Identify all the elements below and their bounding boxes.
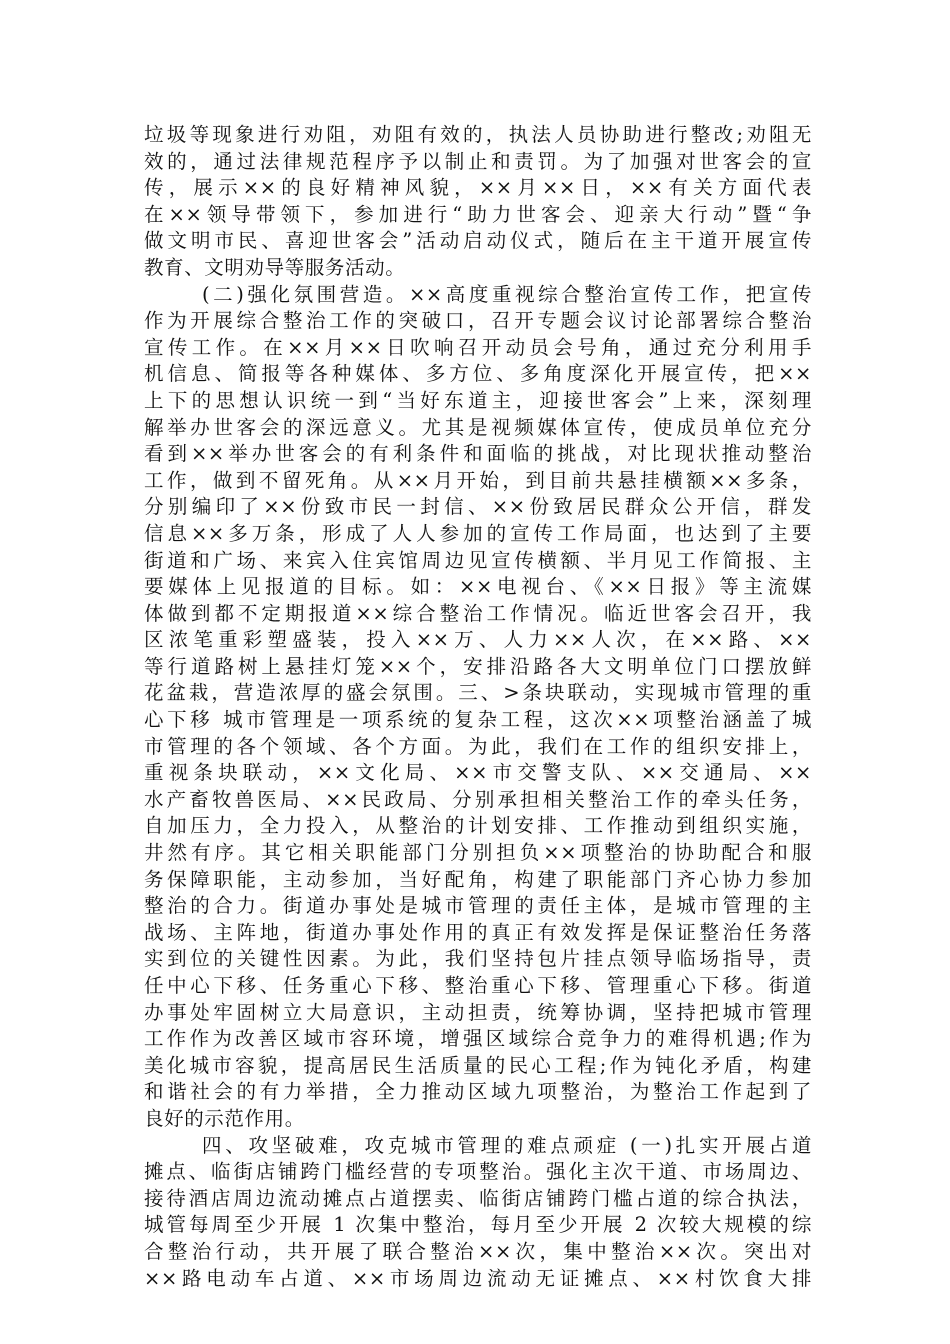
text-line: ××路电动车占道、××市场周边流动无证摊点、××村饮食大排 [144, 1266, 812, 1290]
text-line: 信息××多万条，形成了人人参加的宣传工作局面，也达到了主要 [144, 521, 812, 545]
text-line: 接待酒店周边流动摊点占道摆卖、临街店铺跨门槛占道的综合执法， [144, 1186, 812, 1210]
text-line: 花盆栽，营造浓厚的盛会氛围。三、>条块联动，实现城市管理的重 [144, 681, 812, 705]
text-line: 重视条块联动，××文化局、××市交警支队、××交通局、×× [144, 761, 812, 785]
text-line: 办事处牢固树立大局意识，主动担责，统筹协调，坚持把城市管理 [144, 1000, 812, 1024]
text-line: 整治的合力。街道办事处是城市管理的责任主体，是城市管理的主 [144, 894, 812, 918]
text-line: 摊点、临街店铺跨门槛经营的专项整治。强化主次干道、市场周边、 [144, 1160, 812, 1184]
text-line: 解举办世客会的深远意义。尤其是视频媒体宣传，使成员单位充分 [144, 415, 812, 439]
text-line: 等行道路树上悬挂灯笼××个，安排沿路各大文明单位门口摆放鲜 [144, 654, 812, 678]
text-line: 美化城市容貌，提高居民生活质量的民心工程;作为钝化矛盾，构建 [144, 1053, 812, 1077]
text-line: 传，展示××的良好精神风貌，××月××日，××有关方面代表 [144, 176, 812, 200]
text-line: (二)强化氛围营造。××高度重视综合整治宣传工作，把宣传 [202, 282, 812, 306]
text-line: 分别编印了××份致市民一封信、××份致居民群众公开信，群发 [144, 495, 812, 519]
text-line: 合整治行动，共开展了联合整治××次，集中整治××次。突出对 [144, 1239, 812, 1263]
text-line: 做文明市民、喜迎世客会”活动启动仪式，随后在主干道开展宣传 [144, 229, 812, 253]
text-line: 效的，通过法律规范程序予以制止和责罚。为了加强对世客会的宣 [144, 149, 812, 173]
text-line: 宣传工作。在××月××日吹响召开动员会号角，通过充分利用手 [144, 335, 812, 359]
text-line: 市管理的各个领域、各个方面。为此，我们在工作的组织安排上， [144, 734, 812, 758]
text-line: 区浓笔重彩塑盛装，投入××万、人力××人次，在××路、×× [144, 628, 812, 652]
text-line: 工作，做到不留死角。从××月开始，到目前共悬挂横额××多条， [144, 468, 812, 492]
text-line: 良好的示范作用。 [144, 1106, 305, 1130]
text-line: 体做到都不定期报道××综合整治工作情况。临近世客会召开，我 [144, 601, 812, 625]
text-line: 四、攻坚破难，攻克城市管理的难点顽症 (一)扎实开展占道 [202, 1133, 812, 1157]
text-line: 作为开展综合整治工作的突破口，召开专题会议讨论部署综合整治 [144, 309, 812, 333]
text-line: 和谐社会的有力举措，全力推动区域九项整治，为整治工作起到了 [144, 1080, 812, 1104]
text-line: 任中心下移、任务重心下移、整治重心下移、管理重心下移。街道 [144, 974, 812, 997]
text-line: 看到××举办世客会的有利条件和面临的挑战，对比现状推动整治 [144, 442, 812, 466]
document-body [144, 122, 812, 1292]
text-line: 机信息、简报等各种媒体、多方位、多角度深化开展宣传，把×× [144, 362, 812, 386]
text-line: 务保障职能，主动参加，当好配角，构建了职能部门齐心协力参加 [144, 867, 812, 891]
text-line: 城管每周至少开展 1 次集中整治，每月至少开展 2 次较大规模的综 [144, 1213, 812, 1237]
text-line: 要媒体上见报道的目标。如：××电视台、《××日报》等主流媒 [144, 575, 812, 599]
text-line: 垃圾等现象进行劝阻，劝阻有效的，执法人员协助进行整改;劝阻无 [144, 123, 812, 146]
text-line: 在××领导带领下，参加进行“助力世客会、迎亲大行动”暨“争 [144, 202, 812, 226]
text-line: 实到位的关键性因素。为此，我们坚持包片挂点领导临场指导，责 [144, 947, 812, 971]
text-line: 自加压力，全力投入，从整治的计划安排、工作推动到组织实施， [144, 814, 812, 838]
text-line: 教育、文明劝导等服务活动。 [144, 255, 406, 279]
text-line: 水产畜牧兽医局、××民政局、分别承担相关整治工作的牵头任务， [144, 787, 812, 811]
text-line: 心下移 城市管理是一项系统的复杂工程，这次××项整治涵盖了城 [144, 708, 812, 732]
text-line: 上下的思想认识统一到“当好东道主，迎接世客会”上来，深刻理 [144, 388, 812, 412]
text-line: 井然有序。其它相关职能部门分别担负××项整治的协助配合和服 [144, 841, 812, 865]
text-line: 工作作为改善区域市容环境，增强区域综合竞争力的难得机遇;作为 [144, 1027, 812, 1051]
text-line: 街道和广场、来宾入住宾馆周边见宣传横额、半月见工作简报、主 [144, 548, 812, 572]
text-line: 战场、主阵地，街道办事处作用的真正有效发挥是保证整治任务落 [144, 920, 812, 944]
